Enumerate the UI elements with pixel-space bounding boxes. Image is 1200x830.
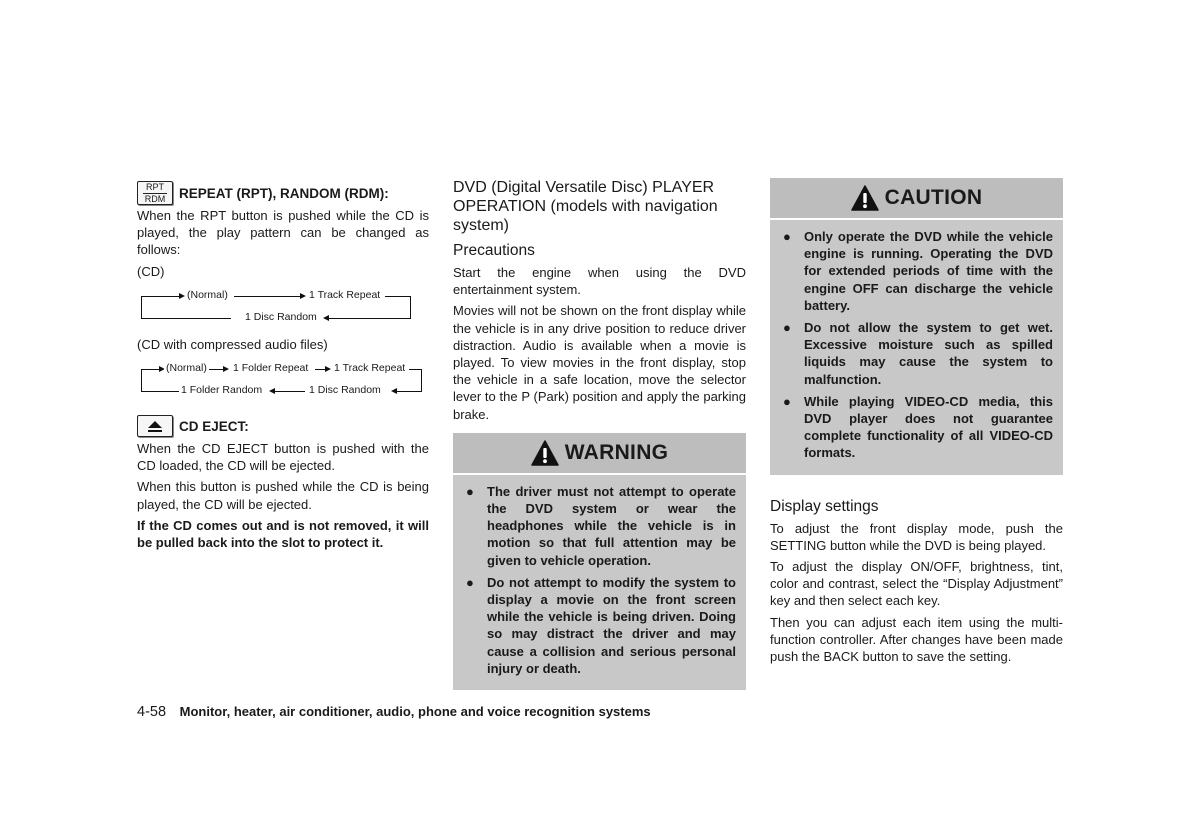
rpt-key-label: RPT bbox=[143, 183, 167, 194]
bullet: ● bbox=[466, 483, 474, 499]
flow-folder-random: 1 Folder Random bbox=[181, 384, 263, 397]
flow-line bbox=[421, 369, 422, 391]
rdm-key-label: RDM bbox=[144, 193, 166, 204]
flow-line bbox=[409, 369, 421, 370]
page-number: 4-58 bbox=[137, 704, 167, 720]
flow-line bbox=[141, 296, 142, 318]
flow-disc-random: 1 Disc Random bbox=[309, 384, 381, 397]
arrow-right-icon bbox=[325, 366, 331, 372]
cd-eject-title: CD EJECT: bbox=[179, 418, 249, 434]
caution-box bbox=[770, 178, 1063, 475]
flow-line bbox=[209, 369, 223, 370]
bullet: ● bbox=[783, 320, 791, 336]
precautions-paragraph-2: Movies will not be shown on the front display while the vehicle is in any drive position to reduce driver distraction. Audio is available when a movie is played. To view movies in the front display, stop the vehicle in a safe location, move the selector lever to the P (Park) position and apply the parking brake. bbox=[453, 303, 746, 422]
flow-line bbox=[141, 391, 179, 392]
list-item bbox=[780, 319, 1053, 388]
flow-line bbox=[385, 296, 410, 297]
flow-line bbox=[141, 369, 161, 370]
repeat-random-title: REPEAT (RPT), RANDOM (RDM): bbox=[179, 185, 389, 201]
precautions-paragraph-1: Start the engine when using the DVD entertainment system. bbox=[453, 265, 746, 298]
compressed-label: (CD with compressed audio files) bbox=[137, 336, 328, 352]
flow-line bbox=[273, 391, 305, 392]
cd-label: (CD) bbox=[137, 263, 165, 279]
arrow-right-icon bbox=[300, 293, 306, 299]
caution-item-text: Do not allow the system to get wet. Excessive moisture such as spilled liquids may cause the system to malfunction. bbox=[804, 320, 1053, 387]
display-settings-title: Display settings bbox=[770, 497, 879, 515]
right-column bbox=[770, 178, 1063, 669]
caution-item-text: While playing VIDEO-CD media, this DVD player does not guarantee complete functionality of all VIDEO-CD formats. bbox=[804, 393, 1053, 461]
arrow-left-icon bbox=[269, 388, 275, 394]
flow-track-repeat: 1 Track Repeat bbox=[309, 288, 381, 301]
list-item bbox=[463, 483, 736, 569]
list-item bbox=[463, 574, 736, 677]
caution-header bbox=[770, 178, 1063, 220]
bullet: ● bbox=[783, 393, 791, 409]
list-item bbox=[780, 393, 1053, 462]
arrow-left-icon bbox=[323, 315, 329, 321]
flow-line bbox=[141, 318, 231, 319]
eject-paragraph-3: If the CD comes out and is not removed, it will be pulled back into the slot to protect it. bbox=[137, 517, 429, 551]
caution-triangle-icon bbox=[851, 185, 879, 211]
display-paragraph-2: To adjust the display ON/OFF, brightness, tint, color and contrast, select the “Display Adjustment” key and then select each key. bbox=[770, 559, 1063, 609]
display-paragraph-1: To adjust the front display mode, push the SETTING button while the DVD is being played. bbox=[770, 520, 1063, 553]
warning-triangle-icon bbox=[531, 440, 559, 466]
flow-line bbox=[234, 296, 302, 297]
list-item bbox=[780, 228, 1053, 314]
flow-line bbox=[410, 296, 411, 318]
flow-normal: (Normal) bbox=[187, 288, 228, 301]
left-column bbox=[137, 178, 429, 555]
cd-eject-heading bbox=[137, 413, 429, 439]
bullet: ● bbox=[466, 574, 474, 590]
warning-title: WARNING bbox=[564, 440, 669, 464]
arrow-left-icon bbox=[391, 388, 397, 394]
flow-line bbox=[141, 296, 181, 297]
flow-line bbox=[141, 369, 142, 391]
flow-folder-repeat: 1 Folder Repeat bbox=[233, 362, 309, 375]
caution-list bbox=[780, 228, 1053, 462]
flow-disc-random: 1 Disc Random bbox=[245, 310, 317, 323]
warning-box bbox=[453, 433, 746, 690]
warning-item-text: The driver must not attempt to operate the DVD system or wear the headphones while the vehicle is in motion so that full attention may be given to vehicle operation. bbox=[487, 483, 736, 568]
flow-line bbox=[327, 318, 411, 319]
repeat-random-heading bbox=[137, 180, 429, 206]
warning-header bbox=[453, 433, 746, 475]
repeat-body: When the RPT button is pushed while the CD is played, the play pattern can be changed as follows: bbox=[137, 208, 429, 258]
arrow-right-icon bbox=[223, 366, 229, 372]
flow-track-repeat: 1 Track Repeat bbox=[334, 362, 406, 375]
flow-line bbox=[395, 391, 422, 392]
page-footer bbox=[137, 704, 651, 720]
display-paragraph-3: Then you can adjust each item using the multi-function controller. After changes have been made push the BACK button to save the setting. bbox=[770, 614, 1063, 665]
precautions-title: Precautions bbox=[453, 242, 535, 259]
footer-title: Monitor, heater, air conditioner, audio, phone and voice recognition systems bbox=[179, 704, 651, 719]
warning-item-text: Do not attempt to modify the system to display a movie on the front screen while the vehicle is being driven. Doing so may distract the driver and may cause a collision and serious personal injury or death. bbox=[487, 574, 736, 676]
flow-normal: (Normal) bbox=[166, 362, 207, 375]
rpt-rdm-key-icon bbox=[137, 181, 173, 205]
caution-item-text: Only operate the DVD while the vehicle engine is running. Operating the DVD for extended periods of time with the engine OFF can discharge the vehicle battery. bbox=[804, 229, 1053, 313]
warning-list bbox=[463, 483, 736, 677]
middle-column bbox=[453, 178, 746, 690]
dvd-section-title: DVD (Digital Versatile Disc) PLAYER OPERATION (models with navigation system) bbox=[453, 179, 718, 234]
bullet: ● bbox=[783, 229, 791, 244]
eject-paragraph-1: When the CD EJECT button is pushed with the CD loaded, the CD will be ejected. bbox=[137, 441, 429, 474]
cd-flow-diagram bbox=[137, 284, 429, 330]
eject-icon bbox=[137, 415, 173, 437]
compressed-flow-diagram bbox=[137, 357, 429, 403]
flow-line bbox=[315, 369, 325, 370]
caution-title: CAUTION bbox=[884, 186, 983, 209]
eject-paragraph-2: When this button is pushed while the CD is being played, the CD will be ejected. bbox=[137, 479, 429, 512]
